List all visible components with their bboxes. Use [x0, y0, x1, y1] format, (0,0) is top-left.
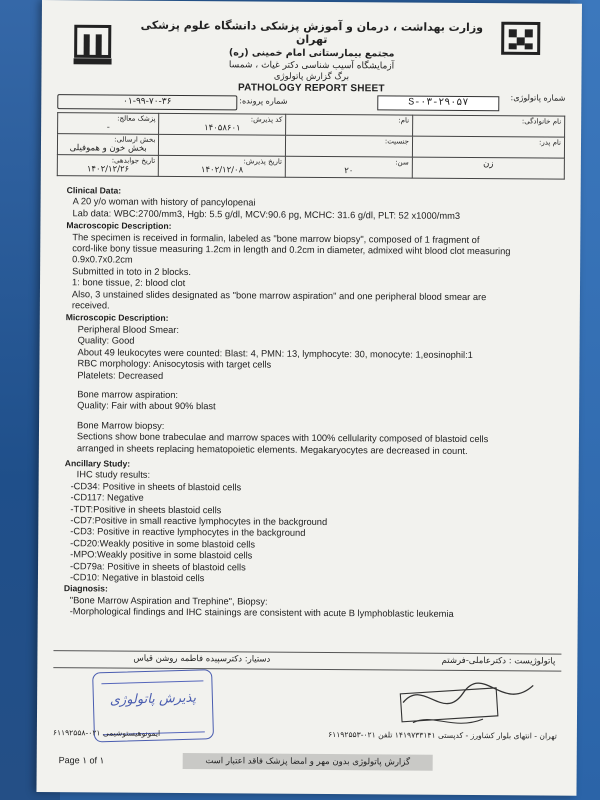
- address-text: تهران - انتهای بلوار کشاورز - کدپستی ۱۴۱۹۷۳۳۱۴۱ تلفن ۰۲۱-۶۱۱۹۲۵۵۳: [328, 730, 557, 741]
- diagnosis-title: Diagnosis:: [63, 583, 108, 594]
- ihc-line: -CD3: Positive in reactive lymphocytes in the background: [70, 526, 306, 539]
- surname-label: نام خانوادگی:: [521, 117, 562, 126]
- report-sheet: [36, 0, 582, 796]
- ancillary-title: Ancillary Study:: [64, 458, 131, 469]
- ihc-line: -CD7:Positive in small reactive lymphocytes in the background: [70, 515, 328, 527]
- macroscopic-title: Macroscopic Description:: [66, 220, 172, 232]
- ihc-line: -MPO:Weakly positive in some blastoid cells: [70, 549, 253, 561]
- complex-title: مجتمع بیمارستانی امام خمینی (ره): [228, 47, 395, 60]
- smear-line: About 49 leukocytes were counted: Blast: 4, PMN: 13, lymphocyte: 30, monocyte: 1,eosinophil:1: [77, 346, 473, 360]
- ihc-line: -CD117: Negative: [70, 492, 144, 503]
- reply-date-label: تاریخ جوابدهی:: [111, 156, 156, 165]
- lab-title: آزمایشگاه آسیب شناسی دکتر غیاث ، شمسا: [228, 60, 395, 72]
- assistant-name: دستیار: دکترسپیده فاطمه روشن قیاس: [133, 653, 271, 665]
- report-header: [41, 8, 581, 95]
- pathology-number: S-۰۳-۲۹۰۵۷: [377, 95, 499, 111]
- doctor-value: -: [106, 122, 110, 133]
- macro-line: The specimen is received in formalin, labeled as "bone marrow biopsy", composed of 1 fragment of: [72, 231, 480, 245]
- macro-line: cord-like bony tissue measuring 1.2cm in length and 0.2cm in diameter, admixed wiht blood clot measuring: [72, 243, 511, 257]
- macro-line: 0.9x0.7x0.2cm: [72, 254, 133, 266]
- ihc-line: -CD10: Negative in blastoid cells: [69, 572, 205, 584]
- clinical-data-title: Clinical Data:: [66, 185, 122, 196]
- biopsy-line: Sections show bone trabeculae and marrow spaces with 100% cellularity composed of blastoid cells: [76, 431, 489, 445]
- university-logo-icon: [495, 21, 545, 77]
- ihc-line: -CD20:Weakly positive in some blastoid cells: [70, 537, 256, 550]
- name-label: نام:: [398, 116, 410, 125]
- ihc-line: IHC study results:: [76, 469, 151, 481]
- age-value: ۲۰: [344, 166, 354, 177]
- patient-info-table: [57, 112, 565, 180]
- aspiration-line: Quality: Fair with about 90% blast: [77, 400, 216, 412]
- validity-note: گزارش پاتولوژی بدون مهر و امضا پزشک فاقد اعتبار است: [183, 753, 433, 771]
- received-date-value: ۱۴۰۲/۱۲/۰۸: [200, 165, 244, 176]
- file-number-label: شماره پرونده:: [239, 96, 288, 106]
- report-footer: [52, 650, 561, 768]
- diagnosis-line: "Bone Marrow Aspiration and Trephine", Biopsy:: [69, 595, 268, 607]
- hospital-logo-icon: [69, 22, 115, 72]
- doctor-signature-stamp: [393, 672, 543, 739]
- smear-line: Platelets: Decreased: [77, 369, 164, 381]
- macro-line: Submitted in toto in 2 blocks.: [72, 266, 191, 277]
- signature-row: [53, 650, 561, 672]
- biopsy-line: arranged in sheets replacing hematopoietic elements. Megakaryocytes are decreased in count.: [76, 442, 468, 456]
- reply-date-value: ۱۴۰۲/۱۲/۲۶: [86, 164, 130, 175]
- report-body: [64, 184, 567, 621]
- gender-value: زن: [483, 159, 494, 170]
- age-label: سن:: [395, 158, 409, 167]
- immuno-phone: ایمونوهیستوشیمی ۰۲۱-۶۱۱۹۲۵۵۸: [52, 728, 161, 738]
- microscopic-title: Microscopic Description:: [65, 312, 169, 324]
- received-date-label: تاریخ پذیرش:: [243, 157, 283, 166]
- reception-code-label: کد پذیرش:: [250, 115, 283, 124]
- sender-label: بخش ارسالی:: [114, 135, 156, 144]
- aspiration-line: Bone marrow aspiration:: [77, 389, 179, 400]
- clinical-line: Lab data: WBC:2700/mm3, Hgb: 5.5 g/dl, MCV:90.6 pg, MCHC: 31.6 g/dl, PLT: 52 x1000/mm3: [72, 208, 461, 221]
- pathologist-name: پاتولوژیست : دکترعاملی-فرشتم: [441, 655, 556, 667]
- sender-value: بخش خون و هموفیلی: [69, 143, 147, 154]
- ihc-line: -CD34: Positive in sheets of blastoid cells: [70, 480, 242, 493]
- doctor-label: پزشک معالج:: [117, 114, 156, 123]
- macro-line: received.: [71, 300, 110, 311]
- ministry-title: وزارت بهداشت ، درمان و آموزش پزشکی دانشگاه علوم پزشکی تهران: [140, 18, 484, 46]
- macro-line: Also, 3 unstained slides designated as "bone marrow aspiration" and one peripheral blood smear are: [71, 288, 487, 302]
- smear-line: Quality: Good: [77, 335, 135, 346]
- ihc-line: -TDT:Positive in sheets blastoid cells: [70, 503, 222, 515]
- pathology-number-label: شماره پاتولوژی:: [510, 93, 566, 103]
- clinical-line: A 20 y/o woman with history of pancylopenai: [72, 196, 256, 208]
- diagnosis-line: -Morphological findings and IHC stainings are consistent with acute B lymphoblastic leukemia: [69, 606, 454, 620]
- biopsy-line: Bone Marrow biopsy:: [76, 419, 165, 431]
- smear-line: Peripheral Blood Smear:: [77, 324, 180, 335]
- page-number: Page ۱ of ۱: [58, 755, 105, 766]
- form-title-fa: برگ گزارش پاتولوژی: [273, 71, 350, 83]
- gender-label: جنسیت:: [384, 137, 409, 146]
- reception-code-value: ۱۴۰۵۸۶۰۱: [204, 123, 241, 134]
- case-number-bar: ۰۱-۹۹-۷۰-۳۶: [57, 94, 237, 110]
- father-label: نام پدر:: [538, 138, 562, 147]
- stamp-text: پذیرش پاتولوژی: [109, 690, 197, 708]
- smear-line: RBC morphology: Anisocytosis with target cells: [77, 358, 272, 370]
- form-title-en: PATHOLOGY REPORT SHEET: [238, 82, 385, 95]
- ihc-line: -CD79a: Positive in sheets of blastoid cells: [70, 560, 246, 573]
- macro-line: 1: bone tissue, 2: blood clot: [71, 277, 186, 289]
